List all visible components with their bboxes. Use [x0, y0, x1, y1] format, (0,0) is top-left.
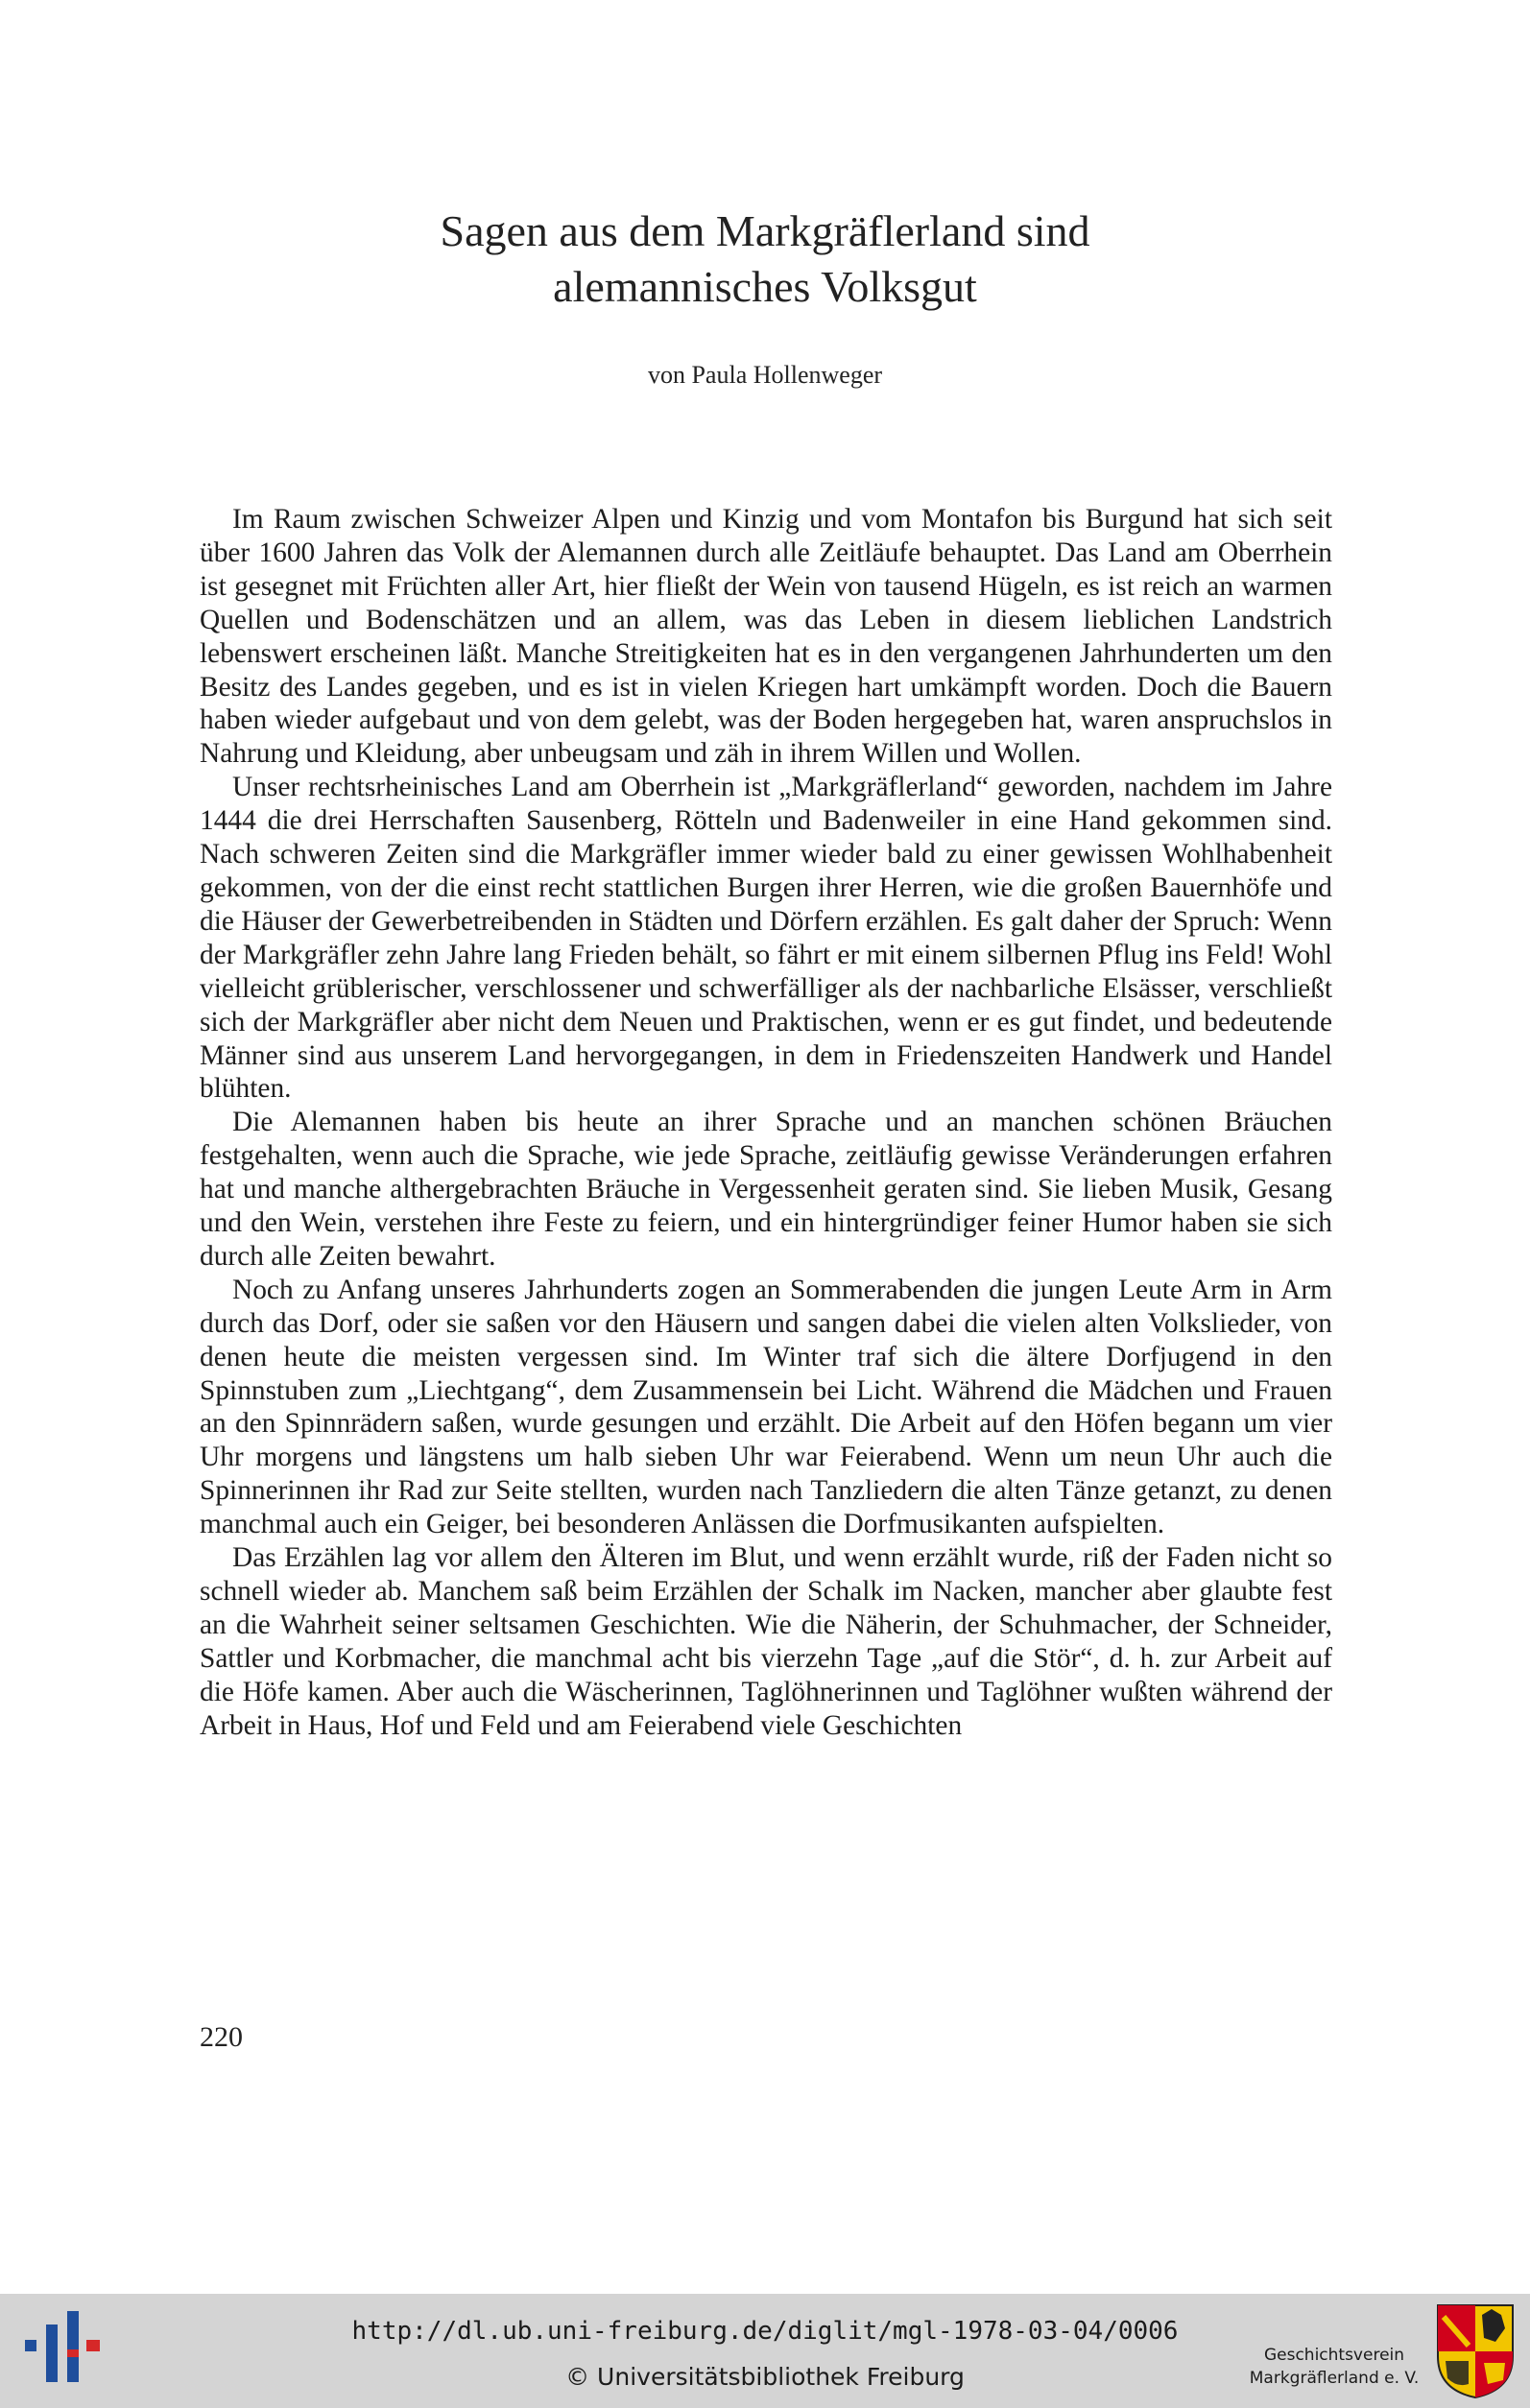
permalink-url[interactable]: http://dl.ub.uni-freiburg.de/diglit/mgl-1978-03-04/0006 — [351, 2317, 1179, 2346]
paragraph-4: Noch zu Anfang unseres Jahrhunderts zogen an Sommerabenden die jungen Leute Arm in Arm durch das Dorf, oder sie saßen vor den Häusern und sangen dabei die vielen alten Volkslieder, von denen heute die meisten vergessen sind. Im Winter traf sich die ältere Dorfjugend in den Spinnstuben zum „Liechtgang“, dem Zusammensein bei Licht. Während die Mädchen und Frauen an den Spinnrädern saßen, wurde gesungen und erzählt. Die Arbeit auf den Höfen begann um vier Uhr morgens und längstens um halb sieben Uhr war Feierabend. Wenn um neun Uhr auch die Spinnerinnen ihr Rad zur Seite stellten, wurden nach Tanzliedern die alten Tänze getanzt, zu denen manchmal auch ein Geiger, bei besonderen Anlässen die Dorfmusikanten aufspielten. — [200, 1274, 1332, 1540]
author-line: von Paula Hollenweger — [647, 361, 883, 389]
page-number: 220 — [200, 2021, 243, 2053]
paragraph-2: Unser rechtsrheinisches Land am Oberrhein ist „Markgräflerland“ geworden, nachdem im Jahre 1444 die drei Herrschaften Sausenberg, Rötteln und Badenweiler in eine Hand gekommen sind. Nach schweren Zeiten sind die Markgräfler immer wieder bald zu einer gewissen Wohlhabenheit gekommen, von der die einst recht stattlichen Burgen ihrer Herren, wie die großen Bauernhöfe und die Häuser der Gewerbetreibenden in Städten und Dörfern erzählen. Es galt daher der Spruch: Wenn der Markgräfler zehn Jahre lang Frieden behält, so fährt er mit einem silbernen Pflug ins Feld! Wohl vielleicht grüblerischer, verschlossener und schwerfälliger als der nachbarliche Elsässer, verschließt sich der Markgräfler aber nicht dem Neuen und Praktischen, wenn er es gut findet, und bedeutende Männer sind aus unserem Land hervorgegangen, in dem in Friedenszeiten Handwerk und Handel blühten. — [200, 772, 1332, 1105]
society-name — [1233, 2344, 1435, 2390]
article-body — [200, 503, 1332, 1743]
society-line-1: Geschichtsverein — [1263, 2346, 1405, 2365]
society-crest-icon[interactable] — [1436, 2303, 1515, 2399]
title-line-2: alemannisches Volksgut — [553, 262, 977, 311]
paragraph-5: Das Erzählen lag vor allem den Älteren im Blut, und wenn erzählt wurde, riß der Faden nicht so schnell wieder ab. Manchem saß beim Erzählen der Schalk im Nacken, mancher aber glaubte fest an die Wahrheit seiner seltsamen Geschichten. Wie die Näherin, der Schuhmacher, der Schneider, Sattler und Korbmacher, die manchmal acht bis vierzehn Tage „auf die Stör“, d. h. zur Arbeit auf die Höfe kamen. Aber auch die Wäscherinnen, Taglöhnerinnen und Taglöhner wußten während der Arbeit in Haus, Hof und Feld und am Feierabend viele Geschichten — [200, 1542, 1332, 1741]
paragraph-1: Im Raum zwischen Schweizer Alpen und Kinzig und vom Montafon bis Burgund hat sich seit über 1600 Jahren das Volk der Alemannen durch alle Zeitläufe behauptet. Das Land am Oberrhein ist gesegnet mit Früchten aller Art, hier fließt der Wein von tausend Hügeln, es ist reich an warmen Quellen und Bodenschätzen und an allem, was das Leben in diesem lieblichen Landstrich lebenswert erscheinen läßt. Manche Streitigkeiten hat es in den vergangenen Jahrhunderten um den Besitz des Landes gegeben, und es ist in vielen Kriegen hart umkämpft worden. Doch die Bauern haben wieder aufgebaut und von dem gelebt, was der Boden hergegeben hat, waren anspruchslos in Nahrung und Kleidung, aber unbeugsam und zäh in ihrem Willen und Wollen. — [200, 504, 1332, 770]
paragraph-3: Die Alemannen haben bis heute an ihrer Sprache und an manchen schönen Bräuchen festgehalten, wenn auch die Sprache, wie jede Sprache, zeitläufig gewisse Veränderungen erfahren hat und manche althergebrachten Bräuche in Vergessenheit geraten sind. Sie lieben Musik, Gesang und den Wein, verstehen ihre Feste zu feiern, und ein hintergründiger feiner Humor haben sie sich durch alle Zeiten bewahrt. — [200, 1107, 1332, 1272]
society-line-2: Markgräflerland e. V. — [1249, 2369, 1420, 2388]
footer-bar — [0, 2294, 1530, 2408]
copyright-notice: © Universitätsbibliothek Freiburg — [565, 2363, 965, 2391]
article-title — [0, 203, 1530, 315]
title-line-1: Sagen aus dem Markgräflerland sind — [440, 206, 1090, 255]
